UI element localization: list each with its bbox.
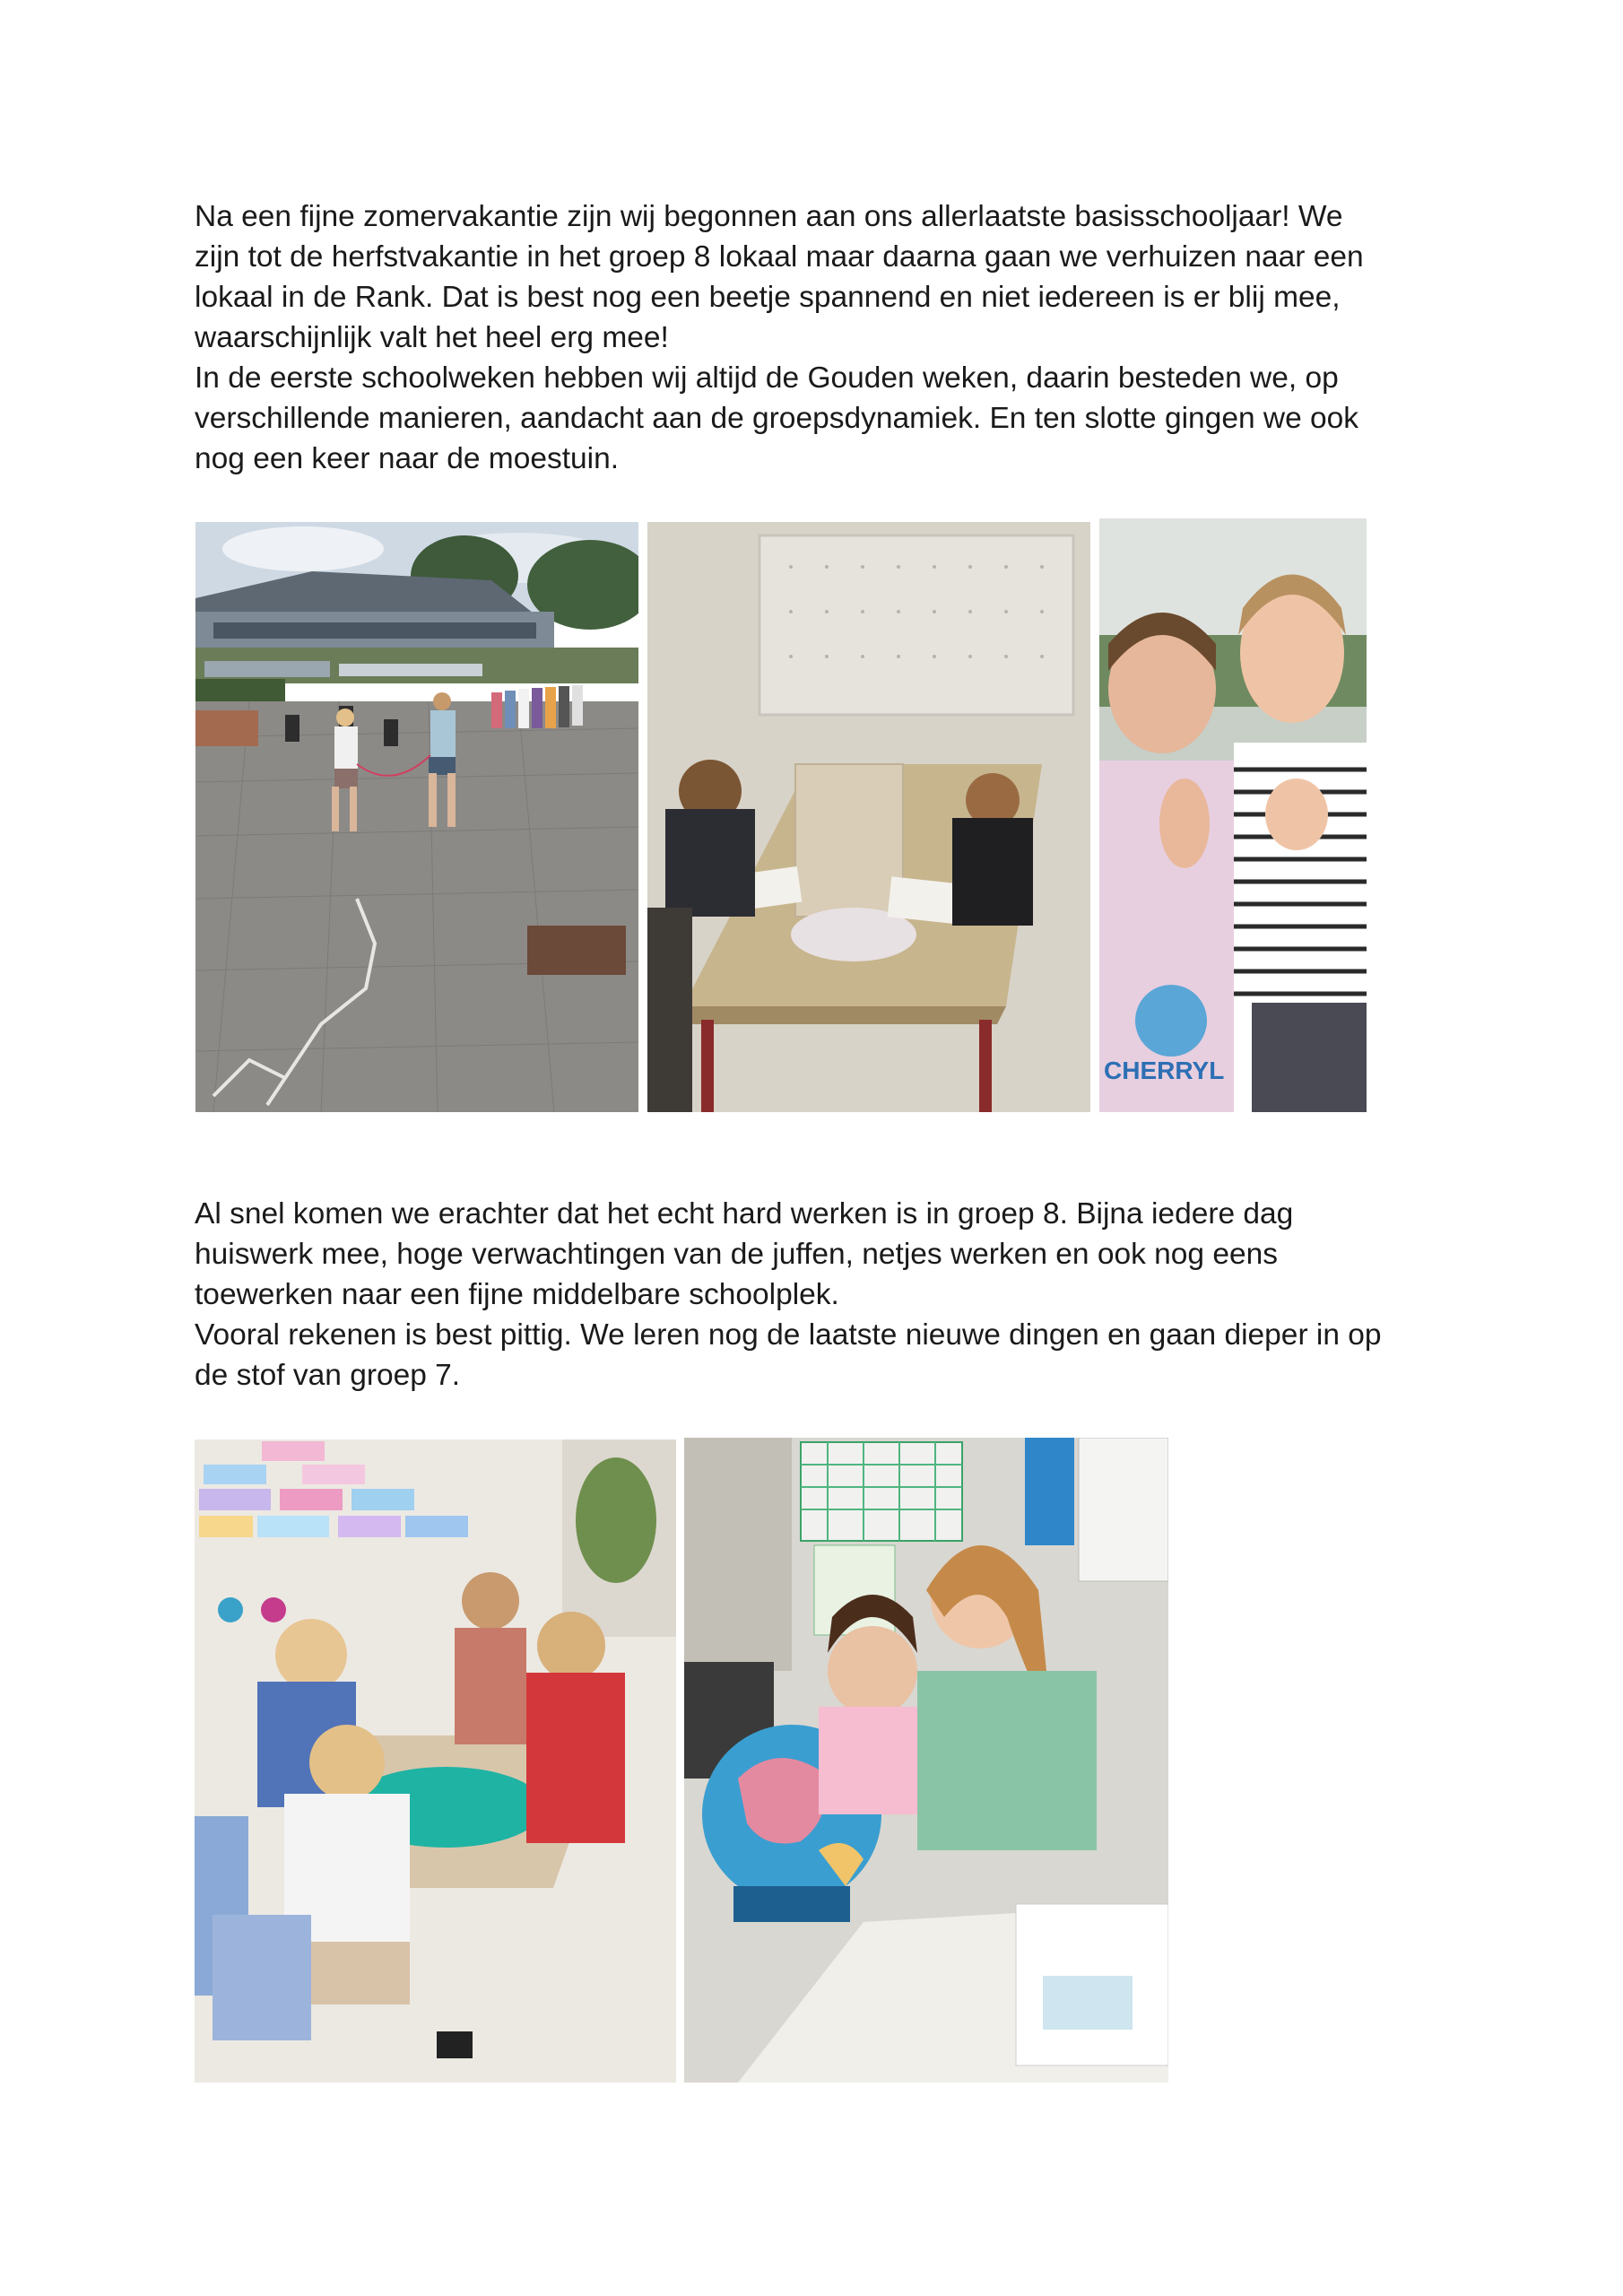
photo-classroom-drawing — [647, 522, 1090, 1112]
photo-boys-board-game — [195, 1439, 676, 2083]
work-line-2: huiswerk mee, hoge verwachtingen van de juffen, netjes werken en ook nog eens — [195, 1238, 1279, 1271]
work-line-5: de stof van groep 7. — [195, 1359, 461, 1392]
photo-schoolyard-game — [195, 522, 638, 1112]
work-line-3: toewerken naar een fijne middelbare schoolplek. — [195, 1278, 839, 1311]
schoolyard-illustration — [195, 522, 638, 1112]
photo-two-girls — [1099, 518, 1367, 1112]
shirt-print-text: CHERRYL — [1104, 1057, 1225, 1084]
work-line-4: Vooral rekenen is best pittig. We leren nog de laatste nieuwe dingen en gaan dieper in op — [195, 1318, 1382, 1352]
classroom-drawing-illustration — [647, 522, 1090, 1112]
work-line-1: Al snel komen we erachter dat het echt hard werken is in groep 8. Bijna iedere dag — [195, 1197, 1294, 1231]
intro-paragraph — [195, 196, 1450, 479]
intro-line-4: waarschijnlijk valt het heel erg mee! — [195, 321, 669, 354]
intro-line-2: zijn tot de herfstvakantie in het groep 8 lokaal maar daarna gaan we verhuizen naar een — [195, 240, 1364, 274]
intro-line-6: verschillende manieren, aandacht aan de groepsdynamiek. En ten slotte gingen we ook — [195, 402, 1359, 435]
two-girls-illustration — [1099, 518, 1367, 1112]
board-game-illustration — [195, 1439, 676, 2083]
photo-girls-globe — [684, 1438, 1168, 2083]
intro-line-1: Na een fijne zomervakantie zijn wij begonnen aan ons allerlaatste basisschooljaar! We — [195, 200, 1343, 233]
work-paragraph — [195, 1194, 1450, 1396]
intro-line-5: In de eerste schoolweken hebben wij altijd de Gouden weken, daarin besteden we, op — [195, 361, 1339, 395]
globe-illustration — [684, 1438, 1168, 2083]
intro-line-7: nog een keer naar de moestuin. — [195, 442, 620, 475]
intro-line-3: lokaal in de Rank. Dat is best nog een beetje spannend en niet iedereen is er blij mee, — [195, 281, 1341, 314]
